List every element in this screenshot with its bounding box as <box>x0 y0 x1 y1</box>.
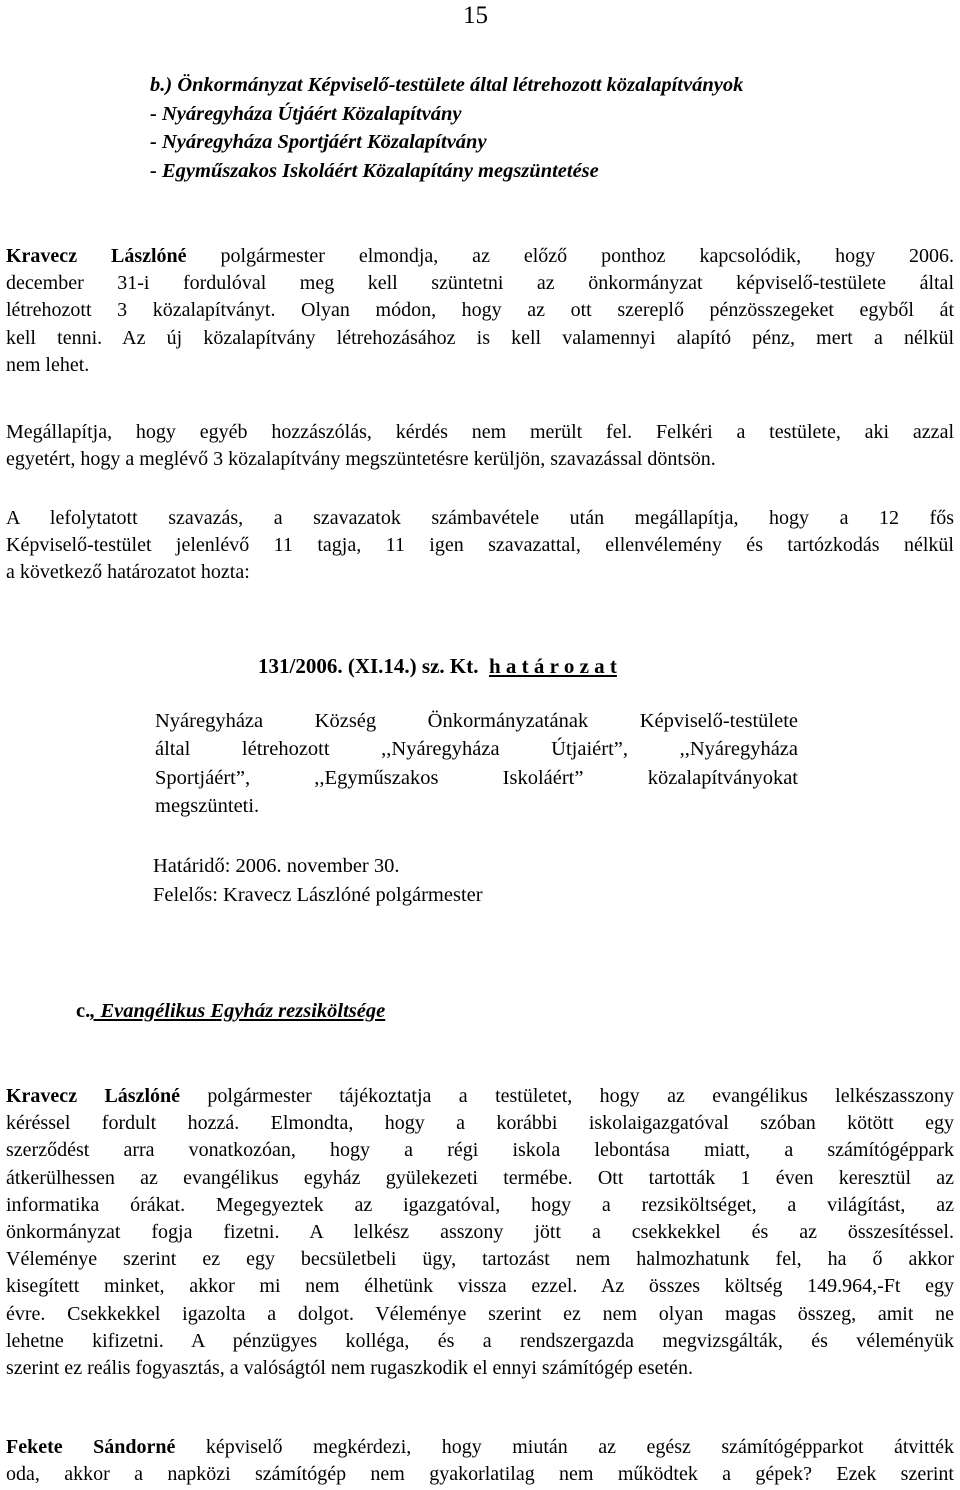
paragraph-mayor-statement <box>6 243 954 379</box>
paragraph-line: december 31-i fordulóval meg kell szüntetni az önkormányzat képviselő-testülete által <box>6 272 954 295</box>
heading-line: b.) Önkormányzat Képviselő-testülete által létrehozott közalapítványok <box>150 74 744 96</box>
paragraph-line: Képviselő-testület jelenlévő 11 tagja, 11 igen szavazattal, ellenvélemény és tartózkodás nélkül <box>6 534 954 557</box>
resolution-responsible: Felelős: Kravecz Lászlóné polgármester <box>153 884 483 906</box>
resolution-deadline: Határidő: 2006. november 30. <box>153 855 400 877</box>
speaker-name: Kravecz Lászlóné <box>6 1085 181 1107</box>
paragraph-line: oda, akkor a napközi számítógép nem gyakorlatilag nem működtek a gépek? Ezek szerint <box>6 1463 954 1486</box>
paragraph-line: informatika órákat. Megegyeztek az igazgatóval, hogy a rezsiköltséget, a világítást, az <box>6 1193 954 1216</box>
paragraph-line: évre. Csekkekkel igazolta a dolgot. Véleménye szerint ez nem olyan magas összeg, amit ne <box>6 1302 954 1325</box>
paragraph-councillor-question <box>6 1434 954 1488</box>
resolution-word: h a t á r o z a t <box>488 654 617 678</box>
speaker-name: Fekete Sándorné <box>6 1436 176 1458</box>
paragraph-line: kisegített minket, akkor mi nem élhetünk vissza ezzel. Az összes költség 149.964,-Ft egy <box>6 1275 954 1298</box>
paragraph-line: Véleménye szerint ez egy becsületbeli ügy, tartozást nem halmozhatunk fel, ha ő akkor <box>6 1248 954 1271</box>
resolution-line: által létrehozott ,,Nyáregyháza Útjaiért”, ,,Nyáregyháza <box>155 738 798 761</box>
resolution-line: megszünteti. <box>155 795 260 818</box>
paragraph-line: A lefolytatott szavazás, a szavazatok számbavétele után megállapítja, hogy a 12 fős <box>6 507 954 529</box>
paragraph-line: Fekete Sándorné képviselő megkérdezi, hogy miután az egész számítógépparkot átvitték <box>6 1436 954 1458</box>
resolution-title: 131/2006. (XI.14.) sz. Kt. h a t á r o z a t <box>258 654 617 678</box>
heading-line: - Egyműszakos Iskoláért Közalapítány megszüntetése <box>150 159 599 182</box>
section-b-heading <box>150 71 743 185</box>
paragraph-line: átkerülhessen az evangélikus egyház gyülekezeti termébe. Ott tartották 1 éven keresztül az <box>6 1166 954 1189</box>
section-c-heading: c., Evangélikus Egyház rezsiköltsége <box>76 1000 386 1022</box>
paragraph-vote-call <box>6 419 954 473</box>
paragraph-vote-result <box>6 505 954 587</box>
heading-line: - Nyáregyháza Útjáért Közalapítvány <box>150 102 462 125</box>
paragraph-line: önkormányzat fogja fizetni. A lelkész asszony jött a csekkekkel és az összesítéssel. <box>6 1220 954 1243</box>
heading-line: - Nyáregyháza Sportjáért Közalapítvány <box>150 131 487 153</box>
paragraph-line: kéréssel fordult hozzá. Elmondta, hogy a korábbi iskolaigazgatóval szóban kötött egy <box>6 1112 954 1135</box>
paragraph-line: szerint ez reális fogyasztás, a valóságtól nem rugaszkodik el ennyi számítógép esetén. <box>6 1356 693 1379</box>
paragraph-line: Kravecz Lászlóné polgármester elmondja, az előző ponthoz kapcsolódik, hogy 2006. <box>6 245 954 267</box>
paragraph-line: a következő határozatot hozta: <box>6 561 250 584</box>
page-number: 15 <box>463 2 488 29</box>
paragraph-line: Kravecz Lászlóné polgármester tájékoztatja a testületet, hogy az evangélikus lelkészasszony <box>6 1085 955 1107</box>
resolution-line: Sportjáért”, ,,Egyműszakos Iskoláért” közalapítványokat <box>155 766 798 789</box>
resolution-body <box>155 707 798 821</box>
paragraph-line: kell tenni. Az új közalapítvány létrehozásához is kell valamennyi alapító pénz, mert a nélkül <box>6 326 954 349</box>
paragraph-line: egyetért, hogy a meglévő 3 közalapítvány megszüntetésre kerüljön, szavazással döntsön. <box>6 448 716 471</box>
paragraph-line: lehetne kifizetni. A pénzügyes kolléga, és a rendszergazda megvizsgálták, és véleményük <box>6 1329 954 1352</box>
paragraph-line: létrehozott 3 közalapítványt. Olyan módon, hogy az ott szereplő pénzösszegeket egyből át <box>6 299 954 322</box>
speaker-name: Kravecz Lászlóné <box>6 245 187 267</box>
paragraph-line: Megállapítja, hogy egyéb hozzászólás, kérdés nem merült fel. Felkéri a testülete, aki azzal <box>6 421 954 443</box>
paragraph-line: nem lehet. <box>6 353 90 376</box>
resolution-line: Nyáregyháza Község Önkormányzatának Képviselő-testülete <box>155 710 798 732</box>
paragraph-mayor-church <box>6 1083 954 1382</box>
paragraph-line: szerződést arra vonatkozóan, hogy a régi iskola lebontása miatt, a számítógéppark <box>6 1139 954 1162</box>
